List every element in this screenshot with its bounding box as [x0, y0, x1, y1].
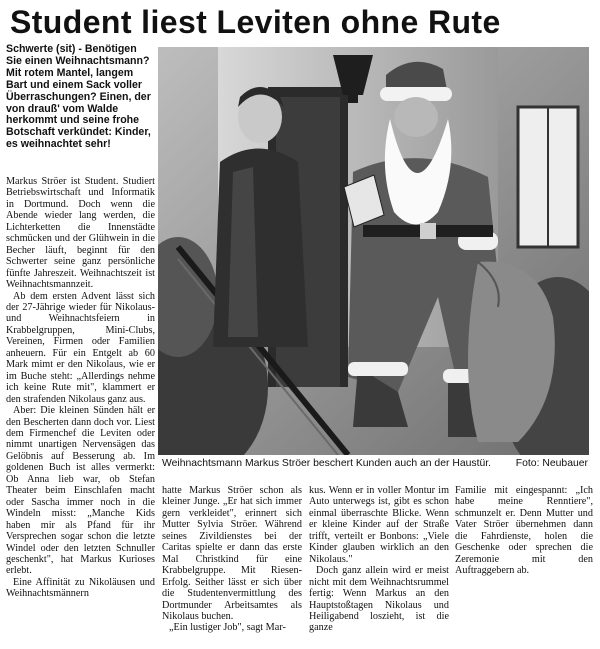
paragraph: Ab dem ersten Advent lässt sich der 27-Jährige wieder für Nikolaus- und Weihnachtsfeiern in Krabbelgruppen, Mini-Clubs, Vereinen, Firmen oder Familien anheuern. Für ein Entgelt ab 60 Mark mimt er den Nikolaus, wie er im Buche steht: „Allerdings nehme ich keine Rute mit", klammert er den strafenden Nikolaus ganz aus.: [6, 290, 155, 405]
photo-credit: Foto: Neubauer: [515, 458, 588, 469]
photo-caption: [162, 457, 590, 471]
paragraph: Markus Ströer ist Student. Studiert Betriebswirtschaft und Informatik in Dortmund. Doch wenn die Abende wieder lang werden, die Lichterketten die Innenstädte schmücken und der Glühwein in die Becher läuft, beginnt für den Schwerter seine ganz persönliche fünfte Jahreszeit. Weihnachtszeit ist Weihnachtsmannzeit.: [6, 176, 155, 291]
paragraph: Eine Affinität zu Nikoläusen und Weihnachtsmännern: [6, 576, 155, 600]
article-column-2: [162, 485, 302, 646]
santa-at-door-photo: [158, 47, 589, 455]
paragraph: kus. Wenn er in voller Montur im Auto unterwegs ist, gibt es schon einmal überraschte Blicke. Wenn er kleine Kinder auf der Straße trifft, verteilt er Bonbons: „Viele Kinder glauben wirklich an den Nikolaus.": [309, 485, 449, 565]
blank-space: [455, 585, 593, 645]
news-photo: [158, 47, 589, 455]
paragraph: Familie mit eingespannt: „Ich habe meine Renntiere", schmunzelt er. Denn Mutter und Vater Ströer übernehmen dann die Fahrdienste, holen die Geschenke oder sprechen die Zeremonie mit den Auftraggebern ab.: [455, 485, 593, 577]
headline: Student liest Leviten ohne Rute: [10, 4, 501, 40]
article-column-3: [309, 485, 449, 646]
article-column-1: [6, 176, 155, 646]
paragraph: hatte Markus Ströer schon als kleiner Junge. „Er hat sich immer gern verkleidet", erinnert sich Mutter Sylvia Ströer. Während seines Zivildienstes bei der Caritas spielte er dann das erste Mal Christkind für eine Krabbelgruppe. Mit Riesen-Erfolg. Seither lässt er sich über die Studentenvermittlung des Dortmunder Arbeitsamtes als Nikolaus buchen.: [162, 485, 302, 622]
lead-paragraph: Schwerte (sit) - Benötigen Sie einen Weihnachtsmann? Mit rotem Mantel, langem Bart und einem Sack voller Überraschungen? Einen, der von drauß' vom Walde herkommt und seine frohe Botschaft verkündet: Kinder, es weihnachtet sehr!: [6, 44, 151, 151]
caption-text: Weihnachtsmann Markus Ströer beschert Kunden auch an der Haustür.: [162, 458, 492, 469]
paragraph: Doch ganz allein wird er meist nicht mit dem Weihnachtsrummel fertig: Wenn Markus an den Hauptstoßtagen Nikolaus und Heiligabend loszieht, ist die ganze: [309, 565, 449, 634]
paragraph: Aber: Die kleinen Sünden hält er den Bescherten dann doch vor. Liest dem Firmenchef die Leviten oder nimmt unartigen Nervensägen das Gelöbnis auf Besserung ab. Im goldenen Buch ist alles vermerkt: Ob Anna lieb war, ob Stefan Theater beim Einschlafen macht oder Sascha immer noch in die Windeln misst: „Manche Kids haben mir als Pfand für ihr Versprechen sogar schon die letzte Windel oder den letzten Schnuller geschenkt", hat Markus Kurioses erlebt.: [6, 405, 155, 577]
article-column-4: [455, 485, 593, 585]
paragraph: „Ein lustiger Job", sagt Mar-: [169, 622, 286, 634]
